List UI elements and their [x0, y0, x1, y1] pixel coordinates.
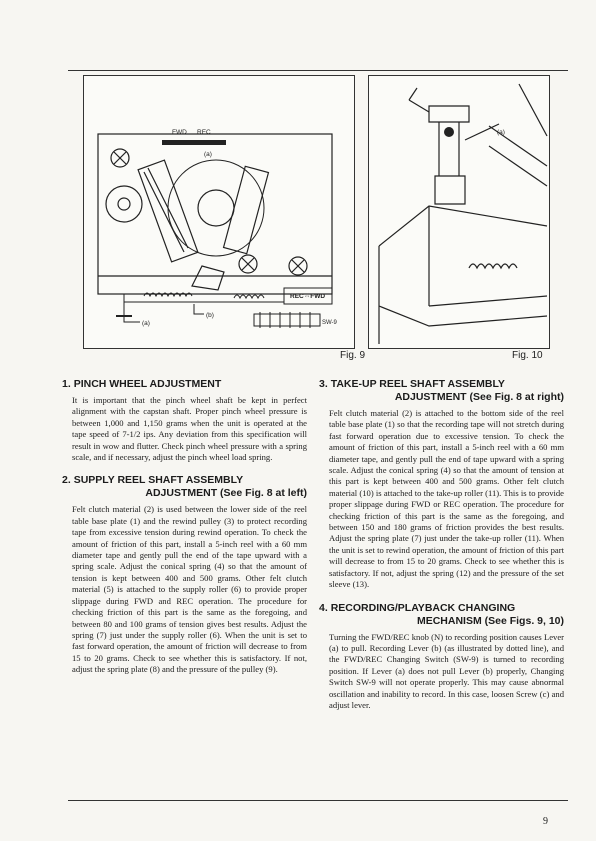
figure-9-caption: Fig. 9 — [340, 350, 366, 361]
section-supply-reel — [62, 474, 307, 675]
fig9-switch-label: REC⇔FWD — [290, 293, 326, 300]
figure-10-caption: Fig. 10 — [512, 350, 543, 361]
bottom-rule — [68, 800, 568, 801]
fig9-fwd-label: FWD — [172, 129, 187, 136]
left-column — [62, 378, 307, 687]
section-number: 1. — [62, 378, 71, 390]
section-heading — [62, 474, 307, 500]
screw-icon — [239, 255, 257, 273]
section-recording-playback — [319, 602, 564, 712]
section-number: 4. — [319, 601, 328, 614]
figure-9 — [83, 75, 355, 349]
fig9-sw9-label: SW-9 — [322, 320, 337, 326]
section-heading — [319, 378, 564, 404]
top-rule — [68, 70, 568, 71]
section-body: Felt clutch material (2) is attached to the bottom side of the reel table base plate (1) so that the recording tape will not stretch during fast forward operation due to excessive tension. To check the amount of friction of this part, install a 5-inch reel with a 60 mm diameter tape, and gently pull the end of tape upward with a spring scale. Adjust the conical spring (4) so that the amount of tension at this part is kept between 400 and 500 grams. Other felt clutch material (10) is attached to the take-up roller (11). This is to provide proper slippage during FWD or REC operation. The procedure for checking friction of this part is the same as the foregoing, and between 150 and 180 grams of friction provides the best results. Adjust the spring plate (7) just under the take-up roller (11). When the unit is set to rewind operation, the amount of friction of this part will decrease to from 15 to 20 grams. Check to see whether this is satisfactory. If not, adjust the spring (12) and the pressure of the set sleeve (13). — [329, 408, 564, 590]
section-title-line2: MECHANISM (See Figs. 9, 10) — [416, 614, 564, 627]
fig9-label-a-bottom: (a) — [142, 320, 150, 327]
page-number: 9 — [543, 816, 548, 827]
screw-icon — [289, 257, 307, 275]
fig9-rec-label: REC — [197, 129, 211, 136]
section-title-line1: SUPPLY REEL SHAFT ASSEMBLY — [73, 474, 244, 487]
section-number: 2. — [62, 474, 71, 487]
figure-9-drawing — [84, 76, 354, 348]
section-title-line2: ADJUSTMENT (See Fig. 8 at right) — [394, 391, 564, 403]
section-heading — [319, 602, 564, 628]
section-body: Turning the FWD/REC knob (N) to recording position causes Lever (a) to pull. Recording Lever (b) (as illustrated by dotted line), and the FWD/REC Changing Switch (SW-9) is turned to recording position. If Lever (a) does not pull Lever (b) properly, Changing Switch SW-9 will not operate properly. This may cause abnormal oscillation and inability to record. In this case, loosen Screw (c) and adjust lever. — [329, 631, 564, 710]
fig10-label-a: (a) — [497, 129, 505, 136]
section-title-line2: ADJUSTMENT (See Fig. 8 at left) — [145, 487, 307, 500]
section-body: Felt clutch material (2) is used between the lower side of the reel table base plate (1) and the rewind pulley (3) to protect recording tape from excessive tension during rewind operation. To check the amount of friction of this part, install a 5-inch reel with a 60 mm diameter tape and gently pull the end of the tape upward with a spring scale. Adjust the conical spring (4) so that the amount of tension is kept between 400 and 500 grams. Other felt clutch material (5) is attached to the supply roller (6) to provide proper slippage during FWD and REC operation. The procedure for checking friction of this part is the same as the foregoing, and between 80 and 100 grams of tension gives best results. Adjust the spring (7) just under the supply roller (6). When the unit is set to fast forward operation, the amount of friction will decrease to from 15 to 20 grams. Check to see whether this is satisfactory. If not, adjust the spring plate (8) and the pressure of the pulley (9). — [72, 504, 307, 675]
section-heading — [62, 378, 307, 391]
fig9-label-a-top: (a) — [204, 151, 212, 158]
section-pinch-wheel — [62, 378, 307, 463]
fig9-label-b: (b) — [206, 312, 214, 319]
section-take-up-reel — [319, 378, 564, 591]
screw-icon — [111, 149, 129, 167]
right-column — [319, 378, 564, 722]
section-body: It is important that the pinch wheel shaft be kept in perfect alignment with the capstan shaft. Proper pinch wheel pressure is between 1,000 and 1,150 grams when the unit is operated at the tape speed of 7-1/2 ips. Any deviation from this specification will result in wow and flutter. Check pinch wheel pressure with a spring scale, and if necessary, adjust the pinch wheel load spring. — [72, 395, 307, 463]
knob-icon — [444, 127, 454, 137]
section-title-line1: RECORDING/PLAYBACK CHANGING — [330, 601, 516, 614]
section-number: 3. — [319, 378, 328, 390]
figure-10 — [368, 75, 550, 349]
section-title: PINCH WHEEL ADJUSTMENT — [73, 378, 222, 390]
section-title-line1: TAKE-UP REEL SHAFT ASSEMBLY — [330, 378, 505, 390]
figure-10-drawing — [369, 76, 549, 348]
